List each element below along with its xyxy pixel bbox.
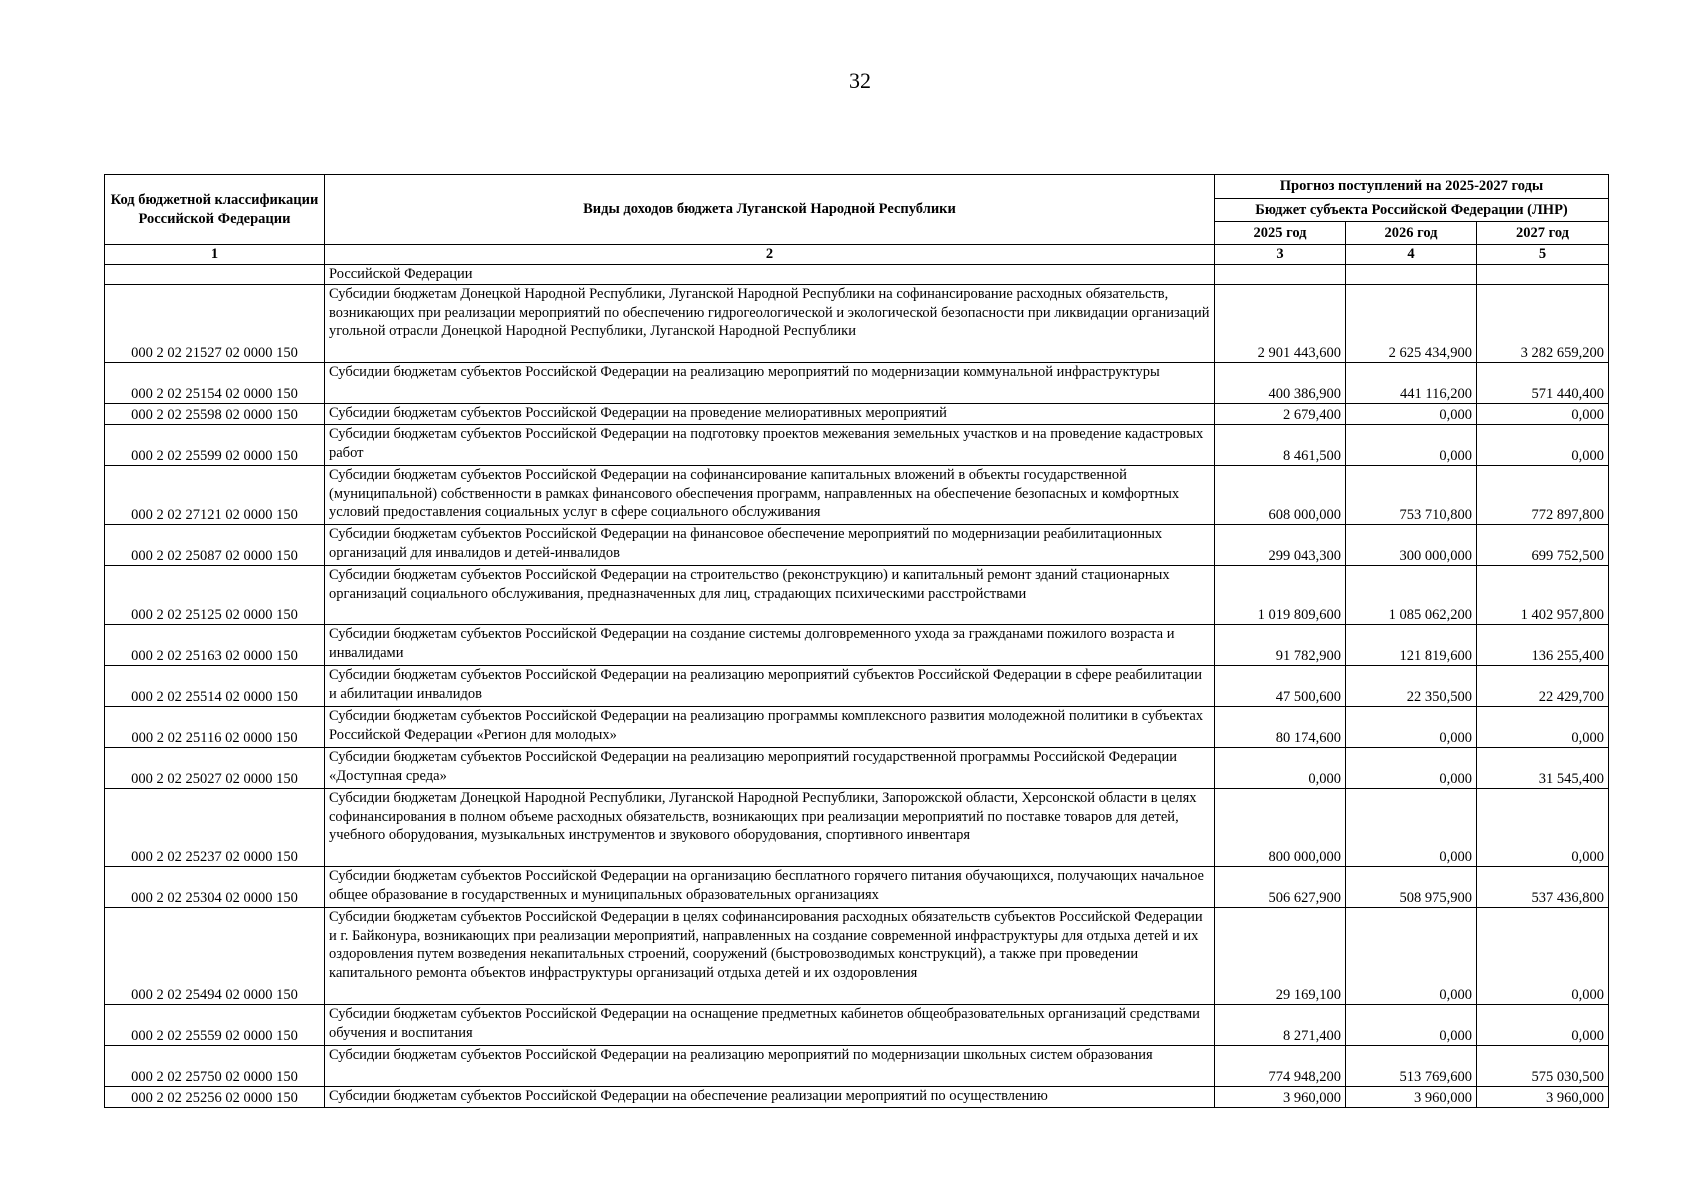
row-description: Субсидии бюджетам субъектов Российской Федерации на подготовку проектов межевания земельных участков и на проведение кадастровых работ (325, 425, 1215, 466)
row-code (105, 265, 325, 285)
budget-table (104, 174, 1609, 1108)
row-2025-value: 800 000,000 (1215, 789, 1346, 867)
row-code: 000 2 02 25304 02 0000 150 (105, 867, 325, 908)
row-2026-value: 0,000 (1346, 908, 1477, 1005)
table-row (105, 748, 1609, 789)
row-description: Субсидии бюджетам субъектов Российской Федерации на организацию бесплатного горячего питания обучающихся, получающих начальное общее образование в государственных и муниципальных образовательных организациях (325, 867, 1215, 908)
row-2026-value: 300 000,000 (1346, 525, 1477, 566)
table-row (105, 285, 1609, 363)
row-description: Субсидии бюджетам субъектов Российской Федерации на реализацию мероприятий по модернизации школьных систем образования (325, 1046, 1215, 1087)
row-description: Субсидии бюджетам субъектов Российской Федерации в целях софинансирования расходных обязательств субъектов Российской Федерации и г. Байконура, возникающих при реализации мероприятий, направленных на создание современной инфраструктуры для отдыха детей и их оздоровления путем возведения некапитальных строений, сооружений (быстровозводимых конструкций), а также при проведении капитального ремонта объектов инфраструктуры организаций отдыха детей и их оздоровления (325, 908, 1215, 1005)
column-number: 5 (1477, 245, 1609, 265)
table-row (105, 566, 1609, 625)
table-header (105, 175, 1609, 265)
row-code: 000 2 02 25750 02 0000 150 (105, 1046, 325, 1087)
row-2027-value: 0,000 (1477, 425, 1609, 466)
row-2026-value: 513 769,600 (1346, 1046, 1477, 1087)
row-2025-value: 91 782,900 (1215, 625, 1346, 666)
row-2025-value: 400 386,900 (1215, 363, 1346, 404)
row-description: Субсидии бюджетам Донецкой Народной Республики, Луганской Народной Республики, Запорожской области, Херсонской области в целях софинансирования в полном объеме расходных обязательств, возникающих при реализации мероприятий по поставке товаров для детей, учебного оборудования, музыкальных инструментов и звукового оборудования, спортивного инвентаря (325, 789, 1215, 867)
row-2027-value: 3 960,000 (1477, 1087, 1609, 1108)
row-2026-value: 753 710,800 (1346, 466, 1477, 525)
row-2025-value: 8 271,400 (1215, 1005, 1346, 1046)
code-column-header: Код бюджетной классификации Российской Федерации (105, 175, 325, 245)
row-2025-value: 3 960,000 (1215, 1087, 1346, 1108)
row-description: Субсидии бюджетам субъектов Российской Федерации на финансовое обеспечение мероприятий по модернизации реабилитационных организаций для инвалидов и детей-инвалидов (325, 525, 1215, 566)
row-2026-value: 0,000 (1346, 1005, 1477, 1046)
table-row (105, 1087, 1609, 1108)
row-code: 000 2 02 25559 02 0000 150 (105, 1005, 325, 1046)
column-number: 4 (1346, 245, 1477, 265)
row-2027-value: 575 030,500 (1477, 1046, 1609, 1087)
table-row (105, 908, 1609, 1005)
row-description: Субсидии бюджетам субъектов Российской Федерации на обеспечение реализации мероприятий по осуществлению (325, 1087, 1215, 1108)
row-2025-value: 774 948,200 (1215, 1046, 1346, 1087)
table-row (105, 363, 1609, 404)
row-description: Субсидии бюджетам субъектов Российской Федерации на оснащение предметных кабинетов общеобразовательных организаций средствами обучения и воспитания (325, 1005, 1215, 1046)
row-2025-value: 1 019 809,600 (1215, 566, 1346, 625)
table-row (105, 707, 1609, 748)
row-code: 000 2 02 25256 02 0000 150 (105, 1087, 325, 1108)
row-code: 000 2 02 25599 02 0000 150 (105, 425, 325, 466)
year-2027-header: 2027 год (1477, 222, 1609, 245)
row-2027-value: 136 255,400 (1477, 625, 1609, 666)
row-2026-value: 3 960,000 (1346, 1087, 1477, 1108)
row-2025-value: 29 169,100 (1215, 908, 1346, 1005)
row-code: 000 2 02 25237 02 0000 150 (105, 789, 325, 867)
table-row (105, 625, 1609, 666)
row-2027-value: 3 282 659,200 (1477, 285, 1609, 363)
row-description: Субсидии бюджетам субъектов Российской Федерации на реализацию программы комплексного развития молодежной политики в субъектах Российской Федерации «Регион для молодых» (325, 707, 1215, 748)
row-description: Субсидии бюджетам субъектов Российской Федерации на софинансирование капитальных вложений в объекты государственной (муниципальной) собственности в рамках финансового обеспечения программ, направленных на обеспечение безопасных и комфортных условий предоставления социальных услуг в сфере социального обслуживания (325, 466, 1215, 525)
row-2026-value (1346, 265, 1477, 285)
row-2027-value: 537 436,800 (1477, 867, 1609, 908)
row-2027-value: 31 545,400 (1477, 748, 1609, 789)
row-2026-value: 22 350,500 (1346, 666, 1477, 707)
row-description: Субсидии бюджетам субъектов Российской Федерации на реализацию мероприятий субъектов Российской Федерации в сфере реабилитации и абилитации инвалидов (325, 666, 1215, 707)
row-code: 000 2 02 25027 02 0000 150 (105, 748, 325, 789)
row-2025-value: 299 043,300 (1215, 525, 1346, 566)
row-2027-value: 571 440,400 (1477, 363, 1609, 404)
table-row (105, 789, 1609, 867)
table-row-continuation (105, 265, 1609, 285)
row-code: 000 2 02 21527 02 0000 150 (105, 285, 325, 363)
budget-header: Бюджет субъекта Российской Федерации (ЛНР) (1215, 199, 1609, 222)
row-code: 000 2 02 25514 02 0000 150 (105, 666, 325, 707)
row-2026-value: 0,000 (1346, 707, 1477, 748)
row-description: Субсидии бюджетам субъектов Российской Федерации на строительство (реконструкцию) и капитальный ремонт зданий стационарных организаций социального обслуживания, предназначенных для лиц, страдающих психическими расстройствами (325, 566, 1215, 625)
forecast-header: Прогноз поступлений на 2025-2027 годы (1215, 175, 1609, 199)
row-2027-value (1477, 265, 1609, 285)
table-row (105, 867, 1609, 908)
table-row (105, 466, 1609, 525)
row-2025-value: 2 679,400 (1215, 404, 1346, 425)
row-2026-value: 441 116,200 (1346, 363, 1477, 404)
row-2025-value: 2 901 443,600 (1215, 285, 1346, 363)
row-code: 000 2 02 25125 02 0000 150 (105, 566, 325, 625)
row-description: Субсидии бюджетам субъектов Российской Федерации на проведение мелиоративных мероприятий (325, 404, 1215, 425)
row-2027-value: 1 402 957,800 (1477, 566, 1609, 625)
year-2026-header: 2026 год (1346, 222, 1477, 245)
row-2027-value: 22 429,700 (1477, 666, 1609, 707)
row-2027-value: 772 897,800 (1477, 466, 1609, 525)
table-row (105, 425, 1609, 466)
table-row (105, 404, 1609, 425)
row-2025-value (1215, 265, 1346, 285)
table-row (105, 666, 1609, 707)
row-2027-value: 0,000 (1477, 789, 1609, 867)
row-2026-value: 0,000 (1346, 748, 1477, 789)
row-2026-value: 0,000 (1346, 404, 1477, 425)
description-column-header: Виды доходов бюджета Луганской Народной Республики (325, 175, 1215, 245)
row-2026-value: 1 085 062,200 (1346, 566, 1477, 625)
row-2025-value: 0,000 (1215, 748, 1346, 789)
row-description: Субсидии бюджетам субъектов Российской Федерации на реализацию мероприятий государственной программы Российской Федерации «Доступная среда» (325, 748, 1215, 789)
row-2026-value: 2 625 434,900 (1346, 285, 1477, 363)
row-2027-value: 0,000 (1477, 908, 1609, 1005)
table-row (105, 525, 1609, 566)
row-2027-value: 0,000 (1477, 707, 1609, 748)
table-row (105, 1046, 1609, 1087)
column-number: 3 (1215, 245, 1346, 265)
row-code: 000 2 02 25116 02 0000 150 (105, 707, 325, 748)
row-2025-value: 506 627,900 (1215, 867, 1346, 908)
row-code: 000 2 02 25163 02 0000 150 (105, 625, 325, 666)
row-2026-value: 0,000 (1346, 789, 1477, 867)
row-code: 000 2 02 27121 02 0000 150 (105, 466, 325, 525)
page-number: 32 (849, 68, 871, 93)
row-description: Российской Федерации (325, 265, 1215, 285)
row-2026-value: 508 975,900 (1346, 867, 1477, 908)
row-code: 000 2 02 25494 02 0000 150 (105, 908, 325, 1005)
row-description: Субсидии бюджетам субъектов Российской Федерации на реализацию мероприятий по модернизации коммунальной инфраструктуры (325, 363, 1215, 404)
row-2025-value: 608 000,000 (1215, 466, 1346, 525)
row-2027-value: 0,000 (1477, 404, 1609, 425)
row-code: 000 2 02 25598 02 0000 150 (105, 404, 325, 425)
row-2026-value: 0,000 (1346, 425, 1477, 466)
table-row (105, 1005, 1609, 1046)
row-description: Субсидии бюджетам субъектов Российской Федерации на создание системы долговременного ухода за гражданами пожилого возраста и инвалидами (325, 625, 1215, 666)
row-2027-value: 0,000 (1477, 1005, 1609, 1046)
column-numbers-row (105, 245, 1609, 265)
row-code: 000 2 02 25087 02 0000 150 (105, 525, 325, 566)
column-number: 2 (325, 245, 1215, 265)
row-2025-value: 8 461,500 (1215, 425, 1346, 466)
row-description: Субсидии бюджетам Донецкой Народной Республики, Луганской Народной Республики на софинансирование расходных обязательств, возникающих при реализации мероприятий по обеспечению гидрогеологической и экологической безопасности при ликвидации организаций угольной отрасли Донецкой Народной Республики, Луганской Народной Республики (325, 285, 1215, 363)
row-2027-value: 699 752,500 (1477, 525, 1609, 566)
year-2025-header: 2025 год (1215, 222, 1346, 245)
row-2025-value: 80 174,600 (1215, 707, 1346, 748)
row-2025-value: 47 500,600 (1215, 666, 1346, 707)
row-code: 000 2 02 25154 02 0000 150 (105, 363, 325, 404)
column-number: 1 (105, 245, 325, 265)
row-2026-value: 121 819,600 (1346, 625, 1477, 666)
